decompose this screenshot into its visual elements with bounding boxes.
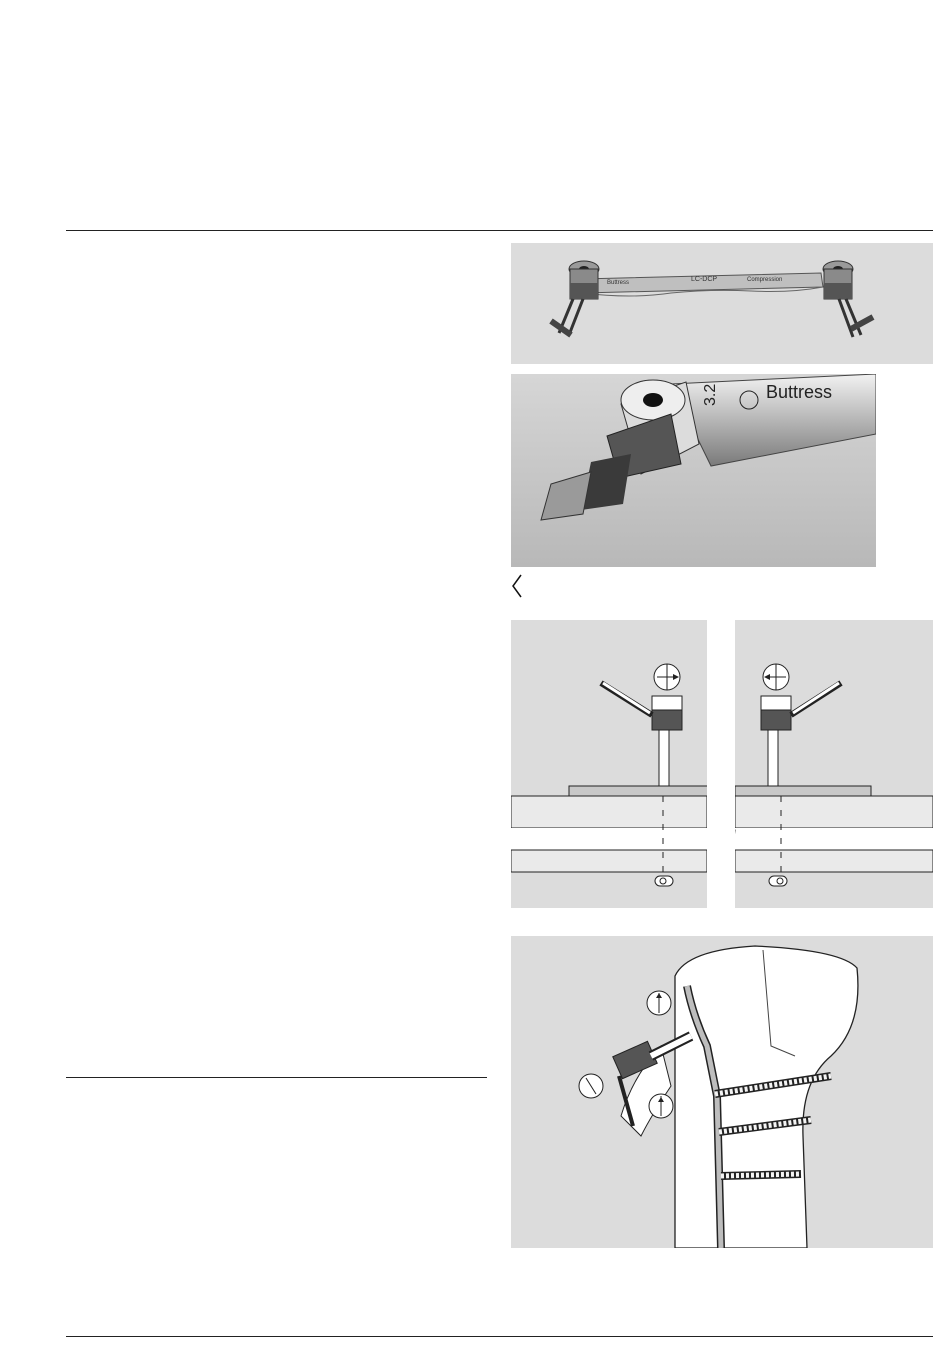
header-rule: [66, 230, 933, 231]
section-rule: [66, 1077, 487, 1078]
dial-icon-top: [647, 991, 671, 1015]
zigzag-icon: [511, 574, 523, 598]
figure-buttress-application: [511, 936, 933, 1248]
engraving-center: LC-DCP: [691, 276, 718, 283]
figure-technique-right: [735, 620, 933, 908]
footer-rule: [66, 1336, 933, 1337]
right-guide-head: [823, 261, 873, 337]
engraving-buttress: Buttress: [766, 382, 833, 402]
figure-drill-guide-overview: [511, 243, 933, 364]
figure-drill-guide-closeup: [511, 374, 876, 567]
left-guide-head: [551, 261, 599, 335]
dial-icon-bottom: [649, 1094, 673, 1118]
screw-3: [721, 1174, 801, 1176]
engraving-size: 3.2: [702, 383, 719, 406]
engraving-right: Compression: [747, 277, 783, 283]
engraving-left: Buttress: [607, 280, 630, 286]
dial-icon-left: [579, 1074, 603, 1098]
figure-technique-left: [511, 620, 707, 908]
